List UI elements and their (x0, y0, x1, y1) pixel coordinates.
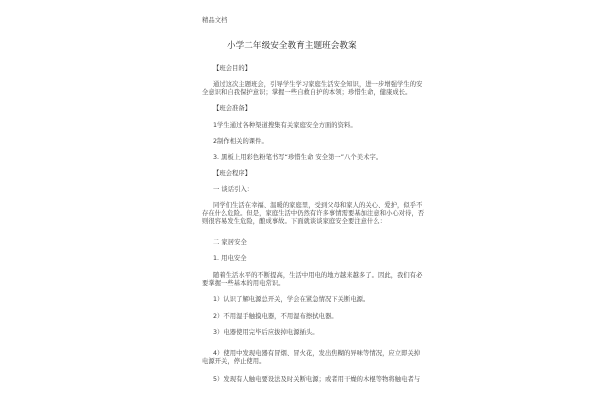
list-item: 3. 黑板上用彩色粉笔书写“珍惜生命 安全第一”八个美术字。 (213, 154, 383, 161)
paragraph-line: 同学们生活在幸福、温暖的家庭里，受到父母和家人的关心、爱护，似乎不 (213, 202, 423, 209)
list-item: 1学生通过各种渠道搜集有关家庭安全方面的资料。 (213, 122, 357, 129)
paragraph-line: 通过这次主题班会，引导学生学习家庭生活安全知识，进一步增强学生的安 (213, 81, 423, 88)
subsection-heading-home: 二 家居安全 (213, 239, 247, 246)
list-item: 3）电器使用完毕后应拔掉电源插头。 (213, 329, 319, 336)
section-heading-procedure: 【班会程序】 (213, 170, 252, 177)
list-item: 1）认识了解电源总开关，学会在紧急情况下关断电源。 (213, 296, 370, 303)
page-title: 小学二年级安全教育主题班会教案 (227, 41, 357, 51)
list-item: 电源开关，停止使用。 (202, 358, 266, 365)
list-item: 5）发现有人触电要设法及时关断电源；或者用干燥的木棍等物将触电者与 (213, 376, 421, 383)
document-header-label: 精品文档 (202, 17, 228, 24)
subsection-heading-electricity: 1. 用电安全 (213, 255, 247, 262)
paragraph-line: 要掌握一些基本的用电常识。 (202, 280, 285, 287)
subsection-heading-intro: 一 谈话引入： (213, 186, 254, 193)
section-heading-prep: 【班会准备】 (213, 105, 252, 112)
paragraph-line: 全意识和自我保护意识；掌握一些自救自护的本领；珍惜生命，健康成长。 (202, 89, 412, 96)
list-item: 4）使用中发现电器有冒烟、冒火花，发出焦糊的异味等情况，应立即关掉 (213, 350, 421, 357)
paragraph-line: 随着生活水平的不断提高，生活中用电的地方越来越多了。因此，我们有必 (213, 272, 423, 279)
paragraph-line: 存在什么危险。但是，家庭生活中仍然有许多事情需要基加注意和小心对待，否 (202, 210, 425, 217)
list-item: 2制作相关的课件。 (213, 138, 268, 145)
list-item: 2）不用湿手触摸电器，不用湿布擦拭电器。 (213, 313, 338, 320)
paragraph-line: 则很容易发生危险，酿成事故。下面就谈谈家庭安全要注意什么： (202, 218, 387, 225)
section-heading-goal: 【班会目的】 (213, 65, 252, 72)
